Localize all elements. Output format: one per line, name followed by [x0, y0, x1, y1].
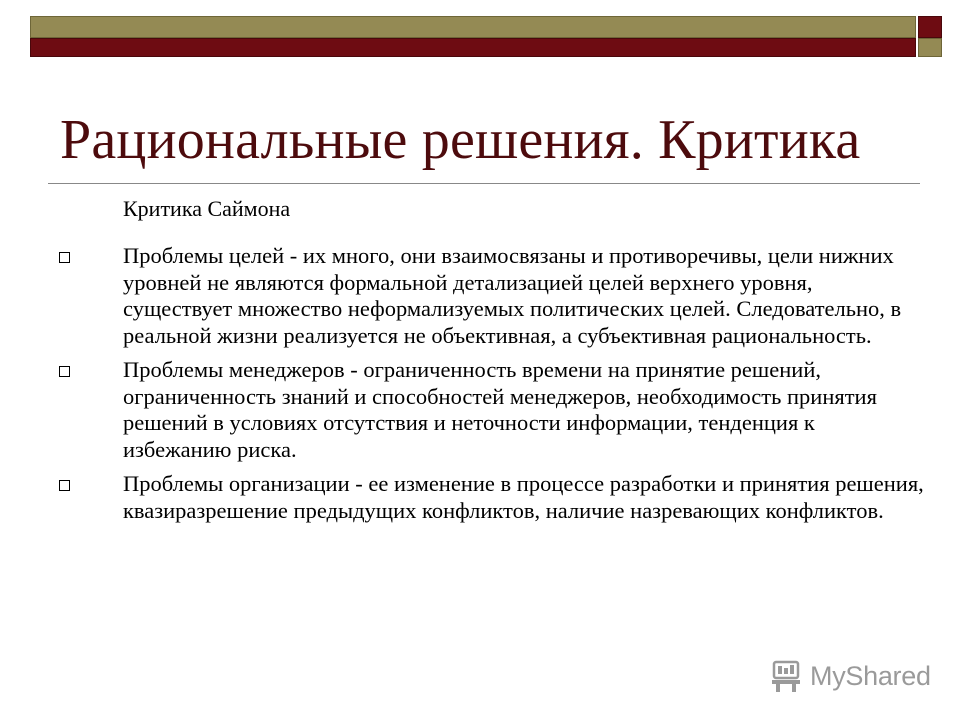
corner-square-olive — [918, 38, 942, 57]
bullet-item — [56, 471, 926, 524]
maroon-band — [30, 38, 916, 57]
watermark-text: MyShared — [810, 660, 931, 691]
bullet-item — [56, 357, 926, 463]
hollow-square-bullet-icon — [59, 252, 70, 263]
hollow-square-bullet-icon — [59, 480, 70, 491]
bullet-item — [56, 243, 926, 349]
podium-logo-icon — [768, 658, 804, 694]
corner-square-maroon — [918, 16, 942, 38]
slide-title: Рациональные решения. Критика — [60, 109, 861, 171]
slide-content — [56, 196, 926, 532]
slide-subtitle: Критика Саймона — [123, 196, 291, 221]
watermark — [768, 652, 938, 700]
bullet-text: Проблемы организации - ее изменение в процессе разработки и принятия решения, квазиразрешение предыдущих конфликтов, наличие назревающих конфликтов. — [123, 471, 924, 523]
bullet-text: Проблемы целей - их много, они взаимосвязаны и противоречивы, цели нижних уровней не являются формальной детализацией целей верхнего уровня, существует множество неформализуемых политических целей. Следовательно, в реальной жизни реализуется не объективная, а субъективная рациональность. — [123, 243, 902, 348]
header-decoration — [0, 0, 960, 60]
title-divider — [48, 183, 920, 184]
olive-band — [30, 16, 916, 38]
hollow-square-bullet-icon — [59, 366, 70, 377]
bullet-text: Проблемы менеджеров - ограниченность времени на принятие решений, ограниченность знаний и способностей менеджеров, необходимость принятия решений в условиях отсутствия и неточности информации, тенденция к избежанию риска. — [123, 357, 877, 462]
